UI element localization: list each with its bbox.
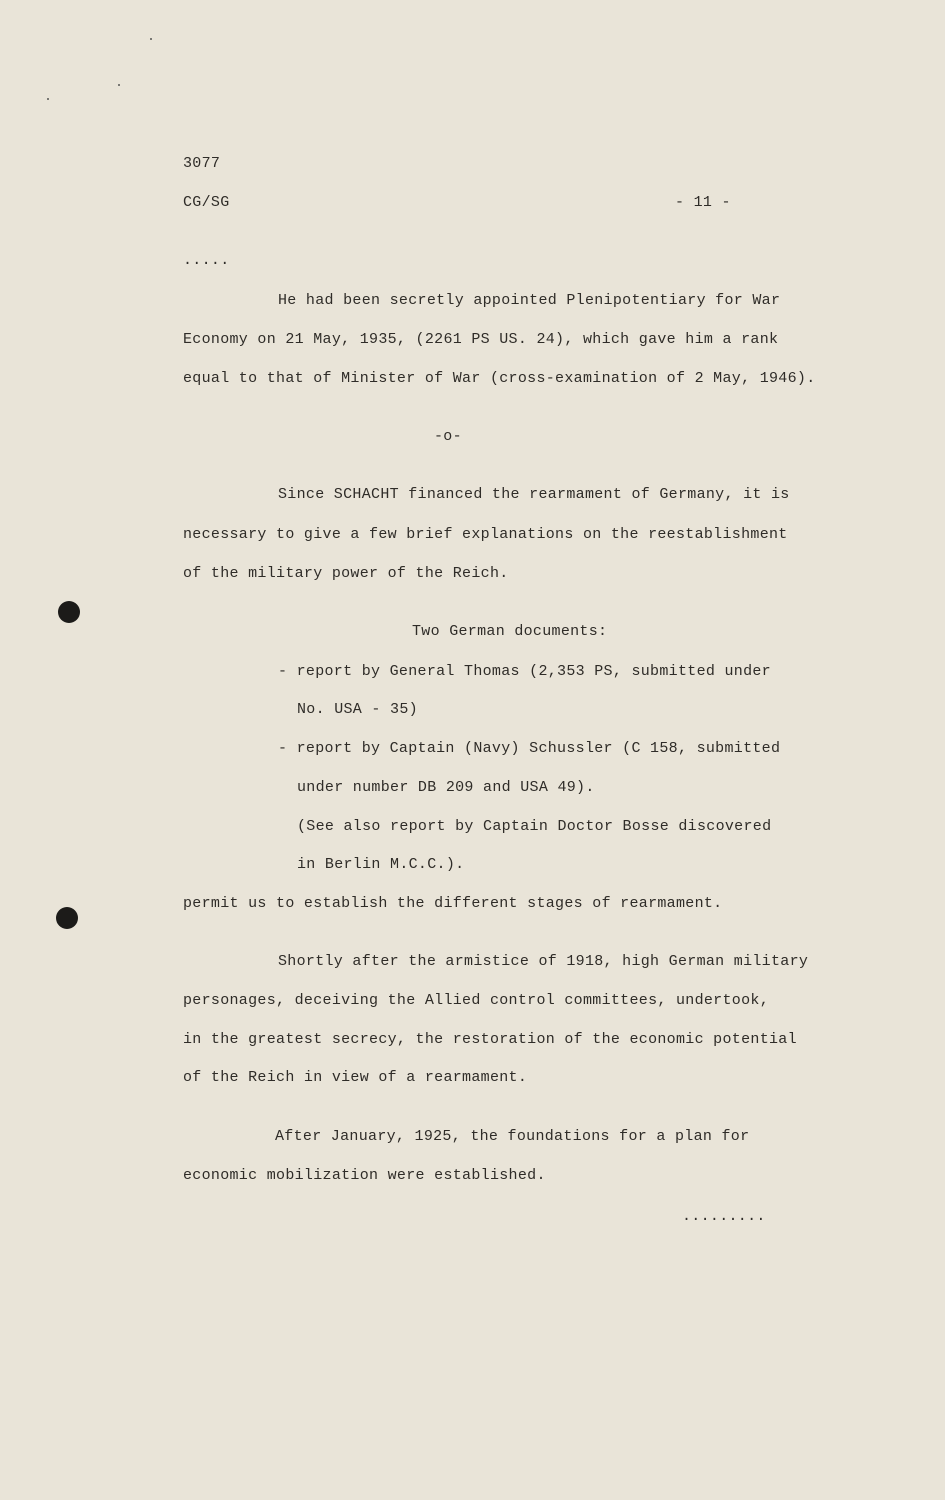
document-item1-line2: No. USA - 35) — [297, 701, 418, 718]
page-number: - 11 - — [675, 194, 731, 211]
para4-line2: economic mobilization were established. — [183, 1167, 546, 1184]
reference-code: CG/SG — [183, 194, 230, 211]
para2-line2: necessary to give a few brief explanations on the reestablishment — [183, 526, 788, 543]
documents-conclusion: permit us to establish the different stages of rearmament. — [183, 895, 723, 912]
documents-heading: Two German documents: — [412, 623, 608, 640]
document-item1-line1: - report by General Thomas (2,353 PS, submitted under — [278, 663, 771, 680]
document-note-line1: (See also report by Captain Doctor Bosse discovered — [297, 818, 772, 835]
document-item2-line1: - report by Captain (Navy) Schussler (C 158, submitted — [278, 740, 781, 757]
document-item2-line2: under number DB 209 and USA 49). — [297, 779, 595, 796]
doc-number: 3077 — [183, 155, 221, 172]
para4-line1: After January, 1925, the foundations for a plan for — [275, 1128, 750, 1145]
continuation-dots-bottom: ......... — [682, 1208, 766, 1225]
para1-line2: Economy on 21 May, 1935, (2261 PS US. 24), which gave him a rank — [183, 331, 779, 348]
paper-speck — [118, 84, 120, 86]
paper-speck — [150, 38, 152, 40]
para2-line1: Since SCHACHT financed the rearmament of Germany, it is — [278, 486, 790, 503]
para3-line2: personages, deceiving the Allied control committees, undertook, — [183, 992, 769, 1009]
para1-line1: He had been secretly appointed Plenipotentiary for War — [278, 292, 781, 309]
para3-line3: in the greatest secrecy, the restoration of the economic potential — [183, 1031, 797, 1048]
punch-hole-bottom — [56, 907, 78, 929]
para3-line1: Shortly after the armistice of 1918, high German military — [278, 953, 809, 970]
para1-line3: equal to that of Minister of War (cross-examination of 2 May, 1946). — [183, 370, 816, 387]
para3-line4: of the Reich in view of a rearmament. — [183, 1069, 528, 1086]
punch-hole-top — [58, 601, 80, 623]
paper-speck — [47, 98, 49, 100]
continuation-dots-top: ..... — [183, 252, 230, 269]
section-separator: -o- — [434, 428, 462, 445]
para2-line3: of the military power of the Reich. — [183, 565, 509, 582]
document-note-line2: in Berlin M.C.C.). — [297, 856, 465, 873]
